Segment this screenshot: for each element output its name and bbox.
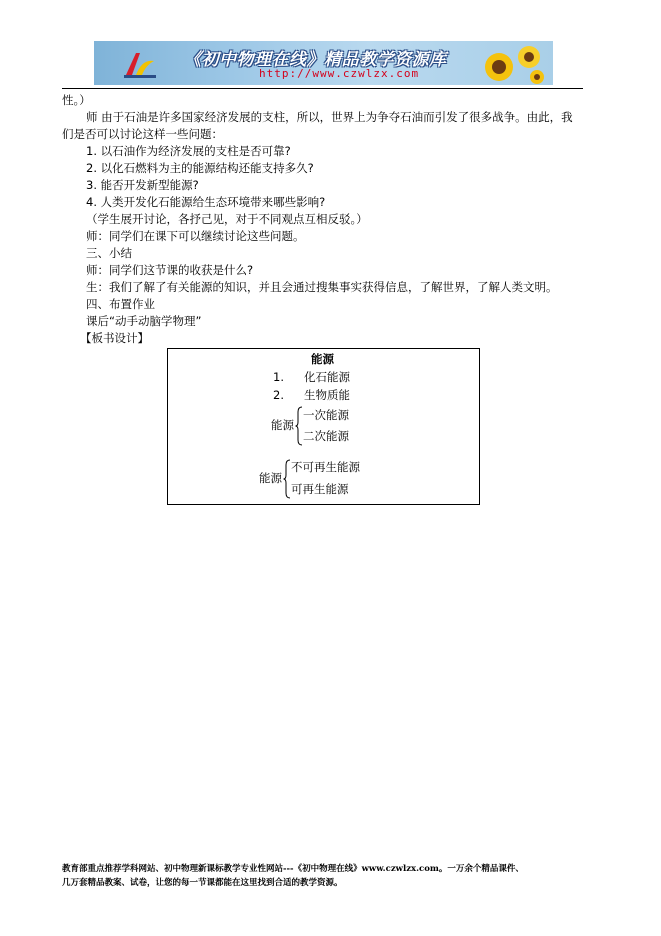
sunflower-icon (477, 43, 547, 85)
header-rule (62, 88, 583, 89)
board-item-text: 化石能源 (304, 370, 350, 384)
text-line: 们是否可以讨论这样一些问题： (62, 127, 223, 141)
brace-icon (295, 406, 303, 446)
board-item-number: 2. (273, 388, 284, 402)
board-title: 能源 (311, 352, 334, 366)
board-group-label: 能源 (271, 418, 294, 432)
brace-icon (283, 459, 291, 499)
section-heading: 三、小结 (86, 246, 132, 260)
text-line: 4. 人类开发化石能源给生态环境带来哪些影响? (86, 195, 326, 209)
page-footer (62, 862, 602, 890)
text-line: 2. 以化石燃料为主的能源结构还能支持多久? (86, 161, 314, 175)
board-item-number: 1. (273, 370, 284, 384)
text-line: 师 由于石油是许多国家经济发展的支柱，所以，世界上为争夺石油而引发了很多战争。由此，我 (86, 110, 573, 124)
section-heading: 四、布置作业 (86, 297, 155, 311)
board-item-text: 生物质能 (304, 388, 350, 402)
text-line: 1. 以石油作为经济发展的支柱是否可靠? (86, 144, 291, 158)
header-banner (94, 41, 553, 85)
board-group-label: 能源 (259, 471, 282, 485)
blackboard-design-box (167, 348, 480, 505)
board-group-item: 可再生能源 (291, 482, 349, 496)
text-line: 师：同学们这节课的收获是什么? (86, 263, 254, 277)
board-group-item: 不可再生能源 (291, 460, 360, 474)
footer-line: 教育部重点推荐学科网站、初中物理新课标教学专业性网站---《初中物理在线》www.czwlzx.com。一万余个精品课件、 (62, 864, 524, 874)
banner-title: 《初中物理在线》精品教学资源库 (184, 50, 447, 70)
banner-url: http://www.czwlzx.com (259, 67, 420, 80)
text-line: 课后“动手动脑学物理” (86, 314, 202, 328)
footer-line: 几万套精品教案、试卷，让您的每一节课都能在这里找到合适的教学资源。 (62, 878, 343, 888)
board-group-item: 一次能源 (303, 408, 349, 422)
board-group-item: 二次能源 (303, 429, 349, 443)
site-logo-icon (122, 49, 158, 79)
text-line: （学生展开讨论，各抒己见，对于不同观点互相反驳。） (86, 212, 368, 226)
text-line: 师：同学们在课下可以继续讨论这些问题。 (86, 229, 305, 243)
text-line: 生：我们了解了有关能源的知识，并且会通过搜集事实获得信息，了解世界，了解人类文明。 (86, 280, 558, 294)
text-line: 性。） (62, 93, 91, 107)
section-heading: 【板书设计】 (80, 331, 149, 345)
text-line: 3. 能否开发新型能源? (86, 178, 199, 192)
